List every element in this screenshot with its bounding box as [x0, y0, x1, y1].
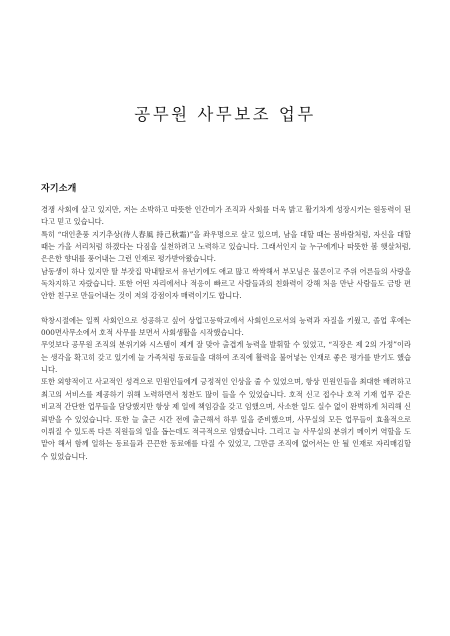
- paragraph: 경쟁 사회에 살고 있지만, 저는 소박하고 따뜻한 인간미가 조직과 사회를 더욱 밝고 활기차게 성장시키는 원동력이 된다고 믿고 있습니다.: [41, 205, 411, 227]
- paragraph: 남동생이 하나 있지만 딸 부잣집 막내딸로서 유년기에도 애교 많고 싹싹해서 부모님은 물론이고 주위 어른들의 사랑을 독차지하고 자랐습니다. 또한 어떤 자리에서나 적응이 빠르고 사람들과의 친화력이 강해 처음 만난 사람들도 금방 편안한 친구로 만들어내는 것이 저의 강점이자 매력이기도 합니다.: [41, 266, 411, 301]
- section-heading-self-introduction: 자기소개: [41, 184, 77, 194]
- paragraph-spacer: [41, 303, 411, 315]
- document-title: 공무원 사무보조 업무: [134, 105, 316, 124]
- paragraph: 또한 외향적이고 사교적인 성격으로 민원인들에게 긍정적인 인상을 줄 수 있었으며, 항상 민원인들을 최대한 배려하고 최고의 서비스를 제공하기 위해 노력하면서 칭찬도 많이 들을 수 있었습니다. 호적 신고 접수나 호적 기재 업무 같은 비교적 간단한 업무들을 담당했지만 항상 제 일에 책임감을 갖고 임했으며, 사소한 일도 실수 없이 완벽하게 처리해 신뢰받을 수 있었습니다. 또한 늘 출근 시간 전에 출근해서 하루 일을 준비했으며, 사무실의 모든 업무들이 효율적으로 이뤄질 수 있도록 다른 직원들의 일을 돕는데도 적극적으로 임했습니다. 그리고 늘 사무실의 분위기 메이커 역할을 도맡아 해서 함께 일하는 동료들과 끈끈한 동료애를 다질 수 있었고, 그만큼 조직에 없어서는 안 될 인재로 자리매김할 수 있었습니다.: [41, 377, 411, 461]
- document-body: [41, 204, 411, 463]
- paragraph: 학창시절에는 일찍 사회인으로 성공하고 싶어 상업고등학교에서 사회인으로서의 능력과 자질을 키웠고, 졸업 후에는 000면사무소에서 호적 사무를 보면서 사회생활을 시작했습니다.: [41, 315, 411, 338]
- paragraph: 무엇보다 공무원 조직의 분위기와 시스템이 제게 잘 맞아 출겹게 능력을 발휘할 수 있었고, “직장은 제 2의 가정”이라는 생각을 확고히 갖고 있기에 늘 가족처럼 동료들을 대하여 조직에 활력을 불어넣는 인재로 좋은 평가를 받기도 했습니다.: [41, 340, 411, 375]
- paragraph: 특히 “대인춘풍 지기추상(待人春風 持己秋霜)”을 좌우명으로 살고 있으며, 남을 대할 때는 봄바람처럼, 자신을 대할 때는 가을 서리처럼 하겠다는 다짐을 실천하려고 노력하고 있습니다. 그래서인지 늘 누구에게나 따뜻한 봄 햇살처럼, 은은한 향내를 풍어내는 그런 인재로 평가받아왔습니다.: [41, 229, 411, 264]
